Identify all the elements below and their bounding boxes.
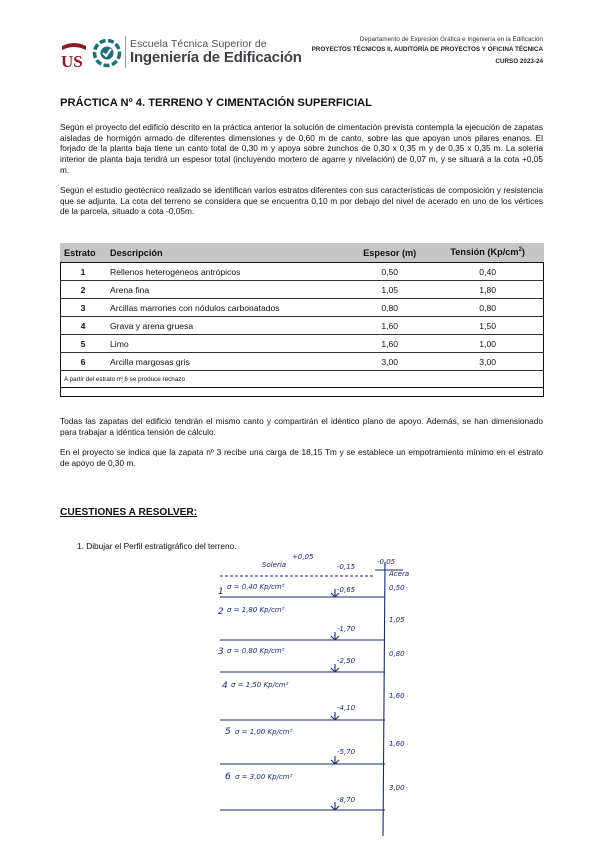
col-espesor: Espesor (m) (348, 243, 431, 263)
cell-tension: 0,40 (431, 263, 544, 281)
table-note: A partir del estrato nº 6 se produce rechazo (60, 371, 544, 388)
sketch-sigma: σ = 1,80 Kp/cm² (227, 606, 285, 614)
cell-estrato: 5 (60, 335, 106, 353)
col-tension-sup: 2 (518, 247, 522, 254)
sketch-level-marker (331, 712, 339, 720)
university-logo-icon (58, 40, 90, 70)
sketch-cota: -8,70 (337, 796, 356, 804)
table-row (60, 281, 544, 299)
sketch-sigma: σ = 0,40 Kp/cm² (227, 583, 285, 591)
engineering-school-logo-icon (92, 38, 122, 68)
col-tension-close: ) (521, 247, 525, 258)
sketch-cota: -1,70 (337, 625, 356, 633)
paragraph-1: Según el proyecto del edificio descrito en la práctica anterior la solución de cimentación prevista contempla la ejecución de zapatas aisladas de hormigón armado de diferentes dimensiones y de 0,60 m de canto, sobre las que apoyan unos pilares enanos. El forjado de la planta baja tiene un canto total de 0,30 m y apoya sobre zunchos de 0,30 x 0,35 m y de 0,35 x 0,35 m. La solería interior de planta baja tendrá un espesor total (incluyendo mortero de agarre y nivelación) de 0,07 m, y se situará a la cota +0,05 m. (60, 122, 543, 175)
cell-espesor: 1,60 (348, 317, 431, 335)
sketch-thickness: 1,05 (389, 616, 405, 624)
sketch-level-marker (331, 756, 339, 764)
sketch-axis (383, 562, 385, 836)
school-name-line2: Ingeniería de Edificación (130, 49, 302, 66)
cell-descripcion: Limo (106, 335, 348, 353)
cell-estrato: 4 (60, 317, 106, 335)
logo-us-text: US (61, 52, 83, 70)
cell-espesor: 1,60 (348, 335, 431, 353)
sketch-stratum-num: 4 (222, 681, 228, 691)
page-title: PRÁCTICA Nº 4. TERRENO Y CIMENTACIÓN SUPERFICIAL (60, 97, 372, 109)
cell-tension: 1,50 (431, 317, 544, 335)
sketch-stratum-num: 6 (225, 772, 231, 782)
paragraph-3: Todas las zapatas del edificio tendrán el mismo canto y compartirán el idéntico plano de apoyo. Además, se han dimensionado para trabajar a idéntica tensión de cálculo. (60, 416, 543, 437)
sketch-thickness: 0,80 (389, 650, 405, 658)
table-row (60, 335, 544, 353)
questions-heading: CUESTIONES A RESOLVER: (60, 507, 198, 518)
col-tension-label: Tensión (Kp/cm (450, 247, 519, 258)
table-row (60, 317, 544, 335)
strata-table (60, 243, 544, 388)
sketch-stratum-num: 3 (218, 647, 224, 657)
sketch-stratum-num: 5 (225, 727, 231, 737)
cell-tension: 1,80 (431, 281, 544, 299)
sketch-sigma: σ = 0,80 Kp/cm² (227, 647, 285, 655)
course-year: CURSO 2023-24 (495, 58, 543, 65)
question-1: 1. Dibujar el Perfil estratigráfico del terreno. (77, 541, 237, 551)
cell-descripcion: Arcilla margosas gris (106, 353, 348, 371)
sketch-minus015: -0,15 (337, 563, 356, 571)
table-header-row (60, 243, 544, 263)
cell-tension: 3,00 (431, 353, 544, 371)
col-estrato: Estrato (60, 243, 106, 263)
paragraph-4: En el proyecto se indica que la zapata nº 3 recibe una carga de 18,15 Tm y se establece un empotramiento mínimo en el estrato de apoyo de 0,30 m. (60, 447, 543, 468)
sketch-level-marker (331, 664, 339, 672)
cell-espesor: 3,00 (348, 353, 431, 371)
sketch-plus005: +0,05 (292, 553, 314, 561)
col-descripcion: Descripción (106, 243, 348, 263)
cell-espesor: 0,80 (348, 299, 431, 317)
sketch-cota: -5,70 (337, 748, 356, 756)
sketch-thickness: 1,60 (389, 692, 405, 700)
sketch-labels (218, 553, 409, 804)
sketch-acera: Acera (389, 570, 410, 578)
cell-estrato: 2 (60, 281, 106, 299)
table-row (60, 299, 544, 317)
cell-espesor: 0,50 (348, 263, 431, 281)
sketch-stratum-num: 1 (218, 587, 224, 597)
department-name: Departamento de Expresión Gráfica e Ingeniería en la Edificación (359, 36, 543, 43)
header-divider (125, 36, 126, 68)
sketch-cota: -4,10 (337, 704, 356, 712)
sketch-soleria: Solería (262, 561, 287, 569)
col-tension (431, 243, 544, 263)
paragraph-2: Según el estudio geotécnico realizado se identifican varios estratos diferentes con sus características de composición y resistencia que se adjunta. La cota del terreno se considera que se encuentra 0,10 m por debajo del nivel de acerado en uno de los vértices de la parcela, situado a cota -0,05m. (60, 185, 543, 217)
cell-tension: 1,00 (431, 335, 544, 353)
sketch-cota: -0,65 (337, 586, 356, 594)
sketch-level-marker (331, 632, 339, 640)
sketch-minus005: -0,05 (377, 558, 396, 566)
table-row (60, 263, 544, 281)
sketch-sigma: σ = 1,00 Kp/cm² (235, 728, 293, 736)
sketch-sigma: σ = 1,50 Kp/cm² (231, 681, 289, 689)
cell-descripcion: Grava y arena gruesa (106, 317, 348, 335)
cell-estrato: 3 (60, 299, 106, 317)
cell-descripcion: Arena fina (106, 281, 348, 299)
school-name-line1: Escuela Técnica Superior de (130, 38, 267, 50)
sketch-sigma: σ = 3,00 Kp/cm² (235, 773, 293, 781)
cell-estrato: 1 (60, 263, 106, 281)
sketch-thickness: 0,50 (389, 584, 405, 592)
cell-tension: 0,80 (431, 299, 544, 317)
cell-espesor: 1,05 (348, 281, 431, 299)
course-name: PROYECTOS TÉCNICOS II, AUDITORÍA DE PROYECTOS Y OFICINA TÉCNICA (311, 46, 543, 53)
stratigraphic-profile-sketch (165, 552, 425, 842)
sketch-cota: -2,50 (337, 657, 356, 665)
sketch-lines (220, 562, 403, 836)
sketch-thickness: 1,60 (389, 740, 405, 748)
cell-descripcion: Rellenos heterogéneos antrópicos (106, 263, 348, 281)
table-row (60, 353, 544, 371)
cell-estrato: 6 (60, 353, 106, 371)
sketch-stratum-num: 2 (218, 607, 224, 617)
cell-descripcion: Arcillas marrones con nódulos carbonatados (106, 299, 348, 317)
table-note-row (60, 371, 544, 388)
sketch-thickness: 3,00 (389, 784, 405, 792)
